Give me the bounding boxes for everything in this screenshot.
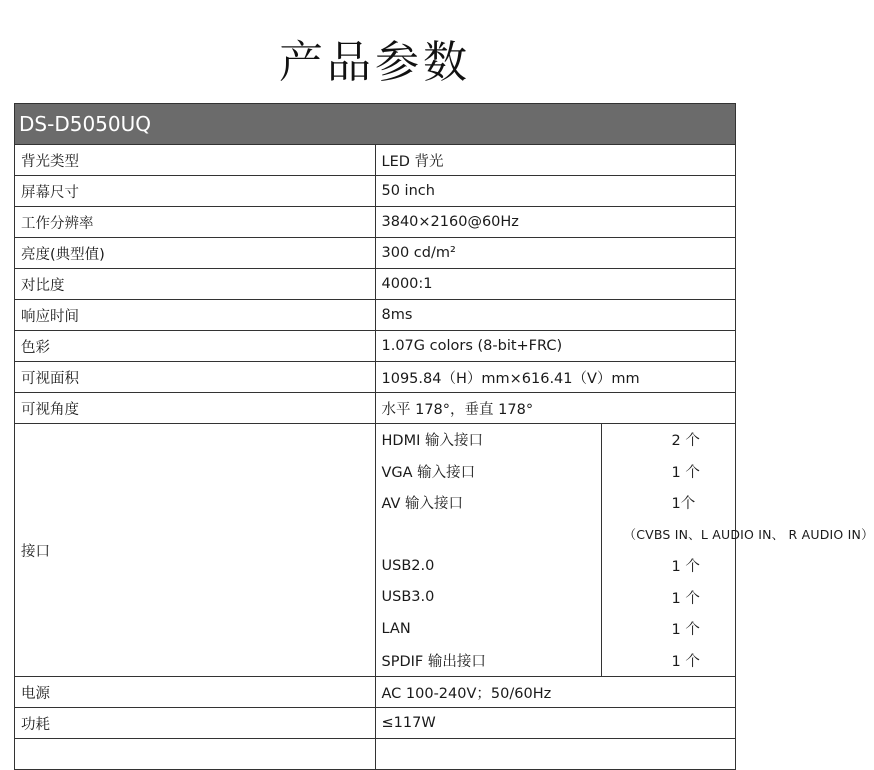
spec-label: 屏幕尺寸 — [15, 176, 376, 207]
spec-value: 1095.84（H）mm×616.41（V）mm — [375, 362, 736, 393]
spec-row — [15, 300, 736, 331]
spec-value: LED 背光 — [375, 145, 736, 176]
port-name: LAN — [376, 613, 602, 645]
interface-label: 接口 — [15, 424, 376, 677]
spec-label — [15, 739, 376, 770]
spec-label: 响应时间 — [15, 300, 376, 331]
interface-item — [376, 645, 736, 677]
port-count: 2 个 — [671, 433, 700, 450]
page-title: 产品参数 — [279, 37, 471, 88]
spec-value: AC 100-240V；50/60Hz — [375, 677, 736, 708]
port-count: 1个 — [671, 496, 696, 513]
spec-value: 水平 178°，垂直 178° — [375, 393, 736, 424]
spec-row — [15, 708, 736, 739]
interface-item — [376, 550, 736, 582]
interface-item — [376, 519, 736, 551]
port-name: VGA 输入接口 — [376, 456, 602, 488]
model-header-row — [15, 104, 736, 145]
spec-label: 电源 — [15, 677, 376, 708]
spec-value: 8ms — [375, 300, 736, 331]
port-count: 1 个 — [671, 653, 700, 670]
spec-value: 3840×2160@60Hz — [375, 207, 736, 238]
interface-row — [15, 424, 736, 677]
interface-item — [376, 487, 736, 519]
port-name: USB2.0 — [376, 550, 602, 582]
spec-row — [15, 207, 736, 238]
spec-label: 亮度(典型值) — [15, 238, 376, 269]
spec-label: 对比度 — [15, 269, 376, 300]
interface-item — [376, 613, 736, 645]
spec-table — [14, 103, 874, 770]
interface-table — [376, 424, 874, 676]
spec-value: 50 inch — [375, 176, 736, 207]
spec-value: 300 cd/m² — [375, 238, 736, 269]
spec-label: 工作分辨率 — [15, 207, 376, 238]
model-name: DS-D5050UQ — [15, 104, 736, 145]
spec-label: 功耗 — [15, 708, 376, 739]
spec-value — [375, 739, 736, 770]
port-count: 1 个 — [671, 559, 700, 576]
spec-row-partial — [15, 739, 736, 770]
port-name: USB3.0 — [376, 582, 602, 614]
port-name: SPDIF 输出接口 — [376, 645, 602, 677]
port-name: AV 输入接口 — [376, 487, 602, 519]
spec-row — [15, 145, 736, 176]
spec-row — [15, 393, 736, 424]
port-count: 1 个 — [671, 622, 700, 639]
spec-label: 背光类型 — [15, 145, 376, 176]
spec-label: 可视角度 — [15, 393, 376, 424]
port-count: 1 个 — [671, 590, 700, 607]
interface-cell — [375, 424, 874, 677]
spec-label: 色彩 — [15, 331, 376, 362]
spec-label: 可视面积 — [15, 362, 376, 393]
spec-row — [15, 269, 736, 300]
interface-item — [376, 456, 736, 488]
port-note: （CVBS IN、L AUDIO IN、 R AUDIO IN） — [623, 527, 874, 543]
interface-item — [376, 424, 736, 456]
port-name — [376, 519, 602, 551]
port-count: 1 个 — [671, 464, 700, 481]
spec-value: 4000:1 — [375, 269, 736, 300]
spec-row — [15, 362, 736, 393]
spec-row — [15, 677, 736, 708]
spec-value: 1.07G colors (8-bit+FRC) — [375, 331, 736, 362]
spec-row — [15, 238, 736, 269]
spec-row — [15, 176, 736, 207]
interface-item — [376, 582, 736, 614]
port-name: HDMI 输入接口 — [376, 424, 602, 456]
spec-value: ≤117W — [375, 708, 736, 739]
spec-row — [15, 331, 736, 362]
